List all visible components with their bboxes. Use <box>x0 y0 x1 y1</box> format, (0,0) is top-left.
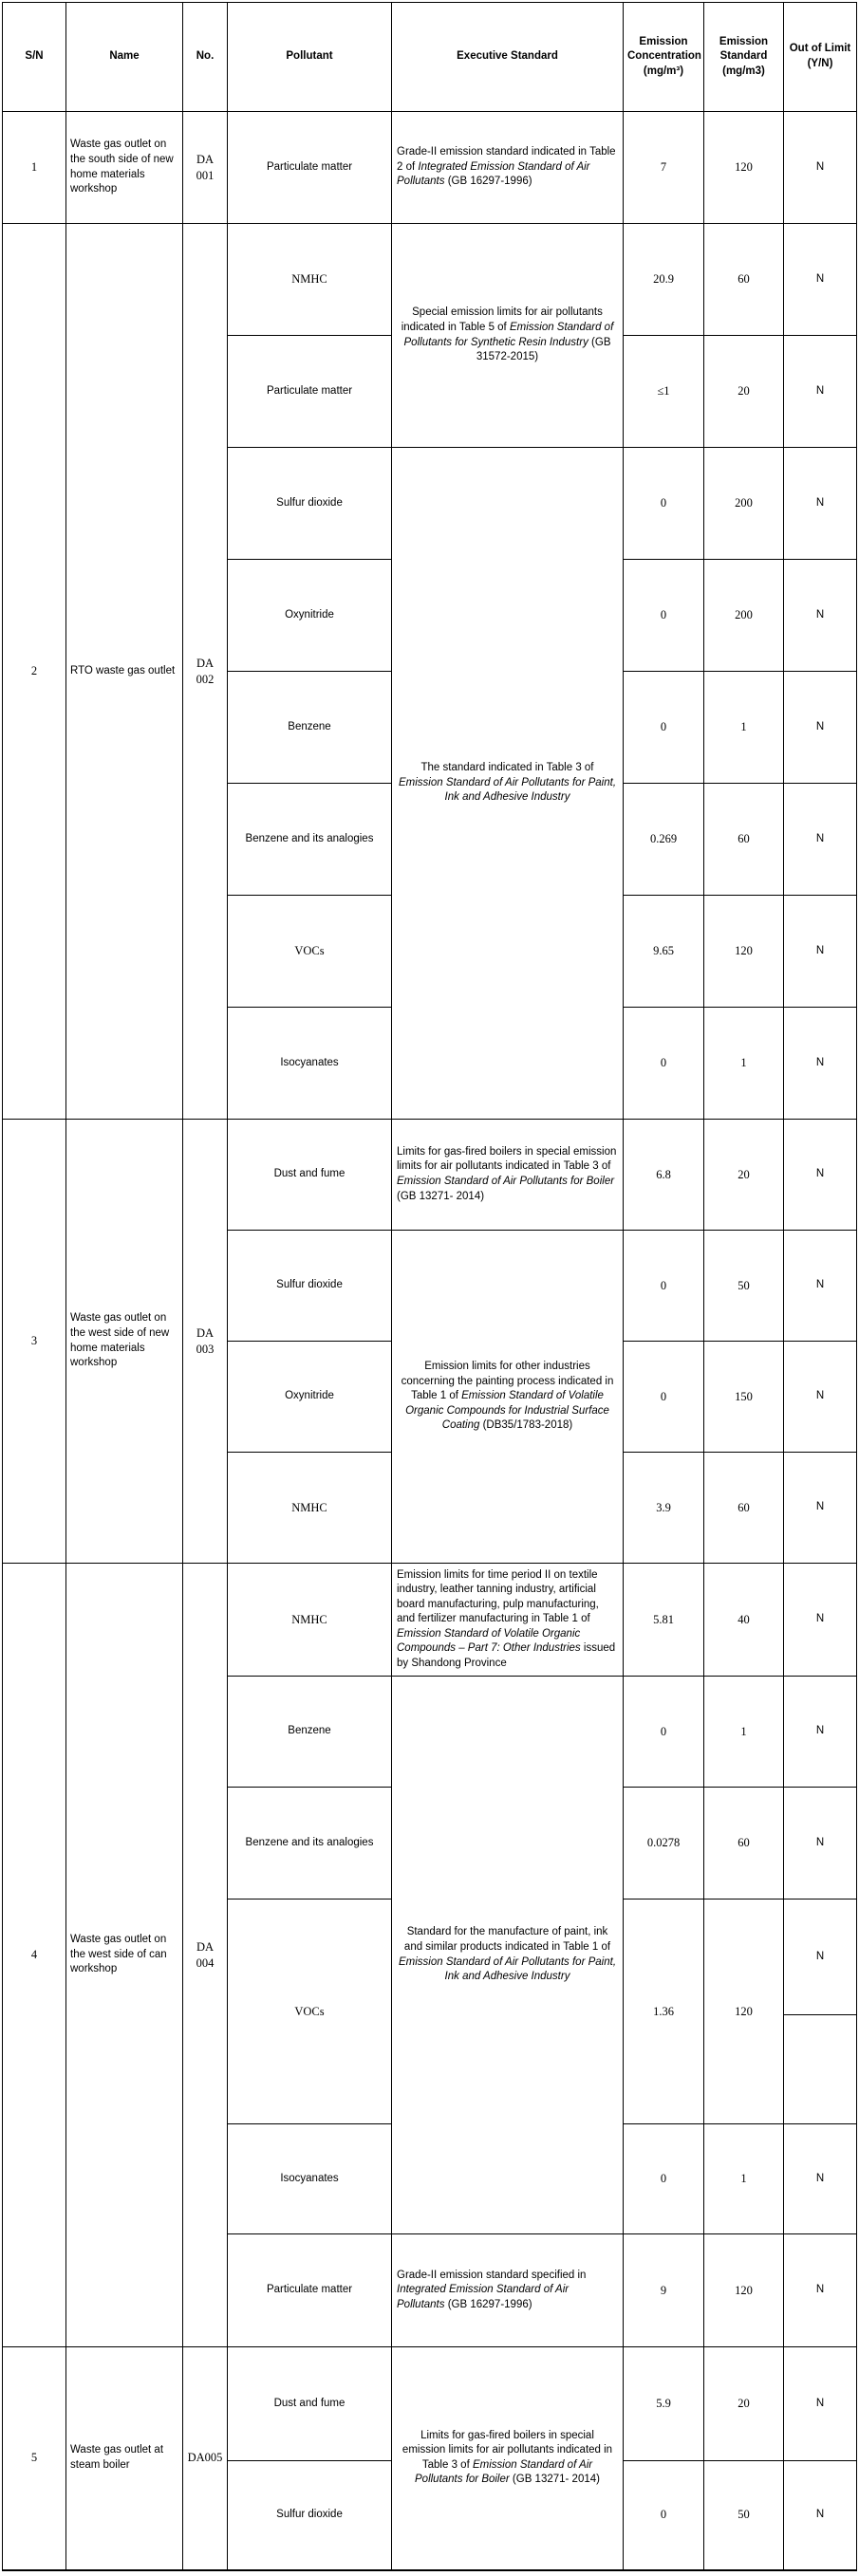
cell-s2-benzene-out: N <box>784 672 857 784</box>
cell-s4-vocs-limit: 120 <box>704 1900 784 2124</box>
cell-s4-pm-pollutant: Particulate matter <box>228 2234 392 2347</box>
cell-s3-name: Waste gas outlet on the west side of new home materials workshop <box>66 1120 183 1564</box>
cell-s2-pm-out: N <box>784 336 857 448</box>
cell-s3-dust-limit: 20 <box>704 1120 784 1231</box>
table-row <box>3 2347 857 2461</box>
cell-s2-so2-concentration: 0 <box>624 448 704 560</box>
cell-s2-name: RTO waste gas outlet <box>66 224 183 1120</box>
cell-s2-isocyanates-concentration: 0 <box>624 1008 704 1120</box>
table-row <box>3 1564 857 1677</box>
cell-s4-analogies-out: N <box>784 1788 857 1900</box>
cell-s2-nox-limit: 200 <box>704 560 784 672</box>
col-header-executive-standard: Executive Standard <box>392 3 624 112</box>
cell-s2-nmhc-out: N <box>784 224 857 336</box>
cell-s4-isocyanates-concentration: 0 <box>624 2124 704 2234</box>
cell-s4-benzene-concentration: 0 <box>624 1677 704 1788</box>
cell-s4-vocs-concentration: 1.36 <box>624 1900 704 2124</box>
cell-s5-so2-limit: 50 <box>704 2461 784 2570</box>
cell-r1-pollutant: Particulate matter <box>228 112 392 224</box>
cell-s4-benzene-out: N <box>784 1677 857 1788</box>
cell-s2-pm-concentration: ≤1 <box>624 336 704 448</box>
cell-s5-dust-concentration: 5.9 <box>624 2347 704 2461</box>
cell-s4-pm-concentration: 9 <box>624 2234 704 2347</box>
cell-s2-analogies-pollutant: Benzene and its analogies <box>228 784 392 896</box>
cell-s4-name: Waste gas outlet on the west side of can workshop <box>66 1564 183 2347</box>
cell-s3-nmhc-out: N <box>784 1453 857 1564</box>
cell-s2-analogies-concentration: 0.269 <box>624 784 704 896</box>
cell-s4-analogies-limit: 60 <box>704 1788 784 1900</box>
cell-s2-so2-pollutant: Sulfur dioxide <box>228 448 392 560</box>
cell-r1-sn: 1 <box>3 112 66 224</box>
cell-s4-isocyanates-limit: 1 <box>704 2124 784 2234</box>
cell-s2-pm-limit: 20 <box>704 336 784 448</box>
cell-s2-benzene-limit: 1 <box>704 672 784 784</box>
cell-s4-benzene-limit: 1 <box>704 1677 784 1788</box>
cell-s4-pm-limit: 120 <box>704 2234 784 2347</box>
col-header-emission-standard: Emission Standard (mg/m3) <box>704 3 784 112</box>
cell-s2-benzene-concentration: 0 <box>624 672 704 784</box>
cell-s5-dust-out: N <box>784 2347 857 2461</box>
cell-s3-so2-out: N <box>784 1231 857 1342</box>
cell-s4-nmhc-limit: 40 <box>704 1564 784 1677</box>
cell-s2-sn: 2 <box>3 224 66 1120</box>
cell-s2-isocyanates-pollutant: Isocyanates <box>228 1008 392 1120</box>
cell-s2-nox-concentration: 0 <box>624 560 704 672</box>
cell-s4-sn: 4 <box>3 1564 66 2347</box>
cell-s4-no: DA 004 <box>183 1564 228 2347</box>
cell-s4-standard-a: Emission limits for time period II on textile industry, leather tanning industry, artificial board manufacturing, pulp manufacturing, and fertilizer manufacturing in Table 1 of Emission Standard of Volatile Organic Compounds – Part 7: Other Industries issued by Shandong Province <box>392 1564 624 1677</box>
cell-s2-nmhc-limit: 60 <box>704 224 784 336</box>
cell-s4-benzene-pollutant: Benzene <box>228 1677 392 1788</box>
cell-s5-standard: Limits for gas-fired boilers in special emission limits for air pollutants indicated in Table 3 of Emission Standard of Air Pollutants for Boiler (GB 13271- 2014) <box>392 2347 624 2570</box>
cell-s5-dust-limit: 20 <box>704 2347 784 2461</box>
cell-s2-vocs-limit: 120 <box>704 896 784 1008</box>
cell-r1-limit: 120 <box>704 112 784 224</box>
cell-s3-nox-pollutant: Oxynitride <box>228 1342 392 1453</box>
col-header-emission-concentration: Emission Concentration (mg/m³) <box>624 3 704 112</box>
cell-s5-dust-pollutant: Dust and fume <box>228 2347 392 2461</box>
col-header-no: No. <box>183 3 228 112</box>
cell-s4-nmhc-concentration: 5.81 <box>624 1564 704 1677</box>
col-header-out-of-limit: Out of Limit (Y/N) <box>784 3 857 112</box>
cell-s3-nox-concentration: 0 <box>624 1342 704 1453</box>
cell-s3-nox-limit: 150 <box>704 1342 784 1453</box>
cell-s2-analogies-limit: 60 <box>704 784 784 896</box>
cell-r1-no: DA 001 <box>183 112 228 224</box>
cell-s2-nox-pollutant: Oxynitride <box>228 560 392 672</box>
table-row <box>3 112 857 224</box>
cell-s2-isocyanates-out: N <box>784 1008 857 1120</box>
cell-r1-concentration: 7 <box>624 112 704 224</box>
cell-s2-analogies-out: N <box>784 784 857 896</box>
cell-s3-so2-concentration: 0 <box>624 1231 704 1342</box>
cell-s4-standard-c: Grade-II emission standard specified in Integrated Emission Standard of Air Pollutants (GB 16297-1996) <box>392 2234 624 2347</box>
table-row <box>3 1120 857 1231</box>
cell-s2-so2-out: N <box>784 448 857 560</box>
cell-s3-nox-out: N <box>784 1342 857 1453</box>
cell-s5-no: DA005 <box>183 2347 228 2570</box>
cell-s4-analogies-concentration: 0.0278 <box>624 1788 704 1900</box>
cell-r1-name: Waste gas outlet on the south side of new home materials workshop <box>66 112 183 224</box>
cell-s2-vocs-out: N <box>784 896 857 1008</box>
cell-s2-pm-pollutant: Particulate matter <box>228 336 392 448</box>
cell-s2-nmhc-concentration: 20.9 <box>624 224 704 336</box>
cell-s3-so2-limit: 50 <box>704 1231 784 1342</box>
cell-r1-out: N <box>784 112 857 224</box>
cell-s4-vocs-out-2 <box>784 2015 857 2124</box>
cell-s5-so2-out: N <box>784 2461 857 2570</box>
cell-s2-isocyanates-limit: 1 <box>704 1008 784 1120</box>
cell-s4-vocs-pollutant: VOCs <box>228 1900 392 2124</box>
cell-s4-pm-out: N <box>784 2234 857 2347</box>
cell-s3-standard-b: Emission limits for other industries concerning the painting process indicated in Table 1 of Emission Standard of Volatile Organic Compounds for Industrial Surface Coating (DB35/1783-2018) <box>392 1231 624 1564</box>
cell-s2-so2-limit: 200 <box>704 448 784 560</box>
cell-s2-nmhc-pollutant: NMHC <box>228 224 392 336</box>
cell-s3-dust-pollutant: Dust and fume <box>228 1120 392 1231</box>
cell-s2-standard-b: The standard indicated in Table 3 of Emission Standard of Air Pollutants for Paint, Ink and Adhesive Industry <box>392 448 624 1120</box>
cell-s3-nmhc-pollutant: NMHC <box>228 1453 392 1564</box>
table-row <box>3 224 857 336</box>
cell-s5-name: Waste gas outlet at steam boiler <box>66 2347 183 2570</box>
cell-s5-so2-concentration: 0 <box>624 2461 704 2570</box>
cell-s4-isocyanates-out: N <box>784 2124 857 2234</box>
cell-s4-vocs-out: N <box>784 1900 857 2015</box>
cell-s4-nmhc-pollutant: NMHC <box>228 1564 392 1677</box>
cell-s3-so2-pollutant: Sulfur dioxide <box>228 1231 392 1342</box>
cell-s4-standard-b: Standard for the manufacture of paint, ink and similar products indicated in Table 1 of Emission Standard of Air Pollutants for Paint, Ink and Adhesive Industry <box>392 1677 624 2234</box>
emissions-table <box>2 2 857 2571</box>
cell-s4-isocyanates-pollutant: Isocyanates <box>228 2124 392 2234</box>
cell-s4-nmhc-out: N <box>784 1564 857 1677</box>
cell-s2-nox-out: N <box>784 560 857 672</box>
cell-s2-benzene-pollutant: Benzene <box>228 672 392 784</box>
cell-s2-vocs-concentration: 9.65 <box>624 896 704 1008</box>
cell-s3-sn: 3 <box>3 1120 66 1564</box>
cell-r1-standard: Grade-II emission standard indicated in Table 2 of Integrated Emission Standard of Air Pollutants (GB 16297-1996) <box>392 112 624 224</box>
col-header-sn: S/N <box>3 3 66 112</box>
cell-s2-no: DA 002 <box>183 224 228 1120</box>
cell-s2-vocs-pollutant: VOCs <box>228 896 392 1008</box>
cell-s3-nmhc-limit: 60 <box>704 1453 784 1564</box>
cell-s3-nmhc-concentration: 3.9 <box>624 1453 704 1564</box>
cell-s4-analogies-pollutant: Benzene and its analogies <box>228 1788 392 1900</box>
cell-s5-so2-pollutant: Sulfur dioxide <box>228 2461 392 2570</box>
cell-s3-dust-concentration: 6.8 <box>624 1120 704 1231</box>
col-header-pollutant: Pollutant <box>228 3 392 112</box>
cell-s3-dust-out: N <box>784 1120 857 1231</box>
cell-s2-standard-a: Special emission limits for air pollutants indicated in Table 5 of Emission Standard of Pollutants for Synthetic Resin Industry (GB 31572-2015) <box>392 224 624 448</box>
header-row <box>3 3 857 112</box>
cell-s5-sn: 5 <box>3 2347 66 2570</box>
col-header-name: Name <box>66 3 183 112</box>
cell-s3-standard-a: Limits for gas-fired boilers in special emission limits for air pollutants indicated in Table 3 of Emission Standard of Air Pollutants for Boiler (GB 13271- 2014) <box>392 1120 624 1231</box>
cell-s3-no: DA 003 <box>183 1120 228 1564</box>
